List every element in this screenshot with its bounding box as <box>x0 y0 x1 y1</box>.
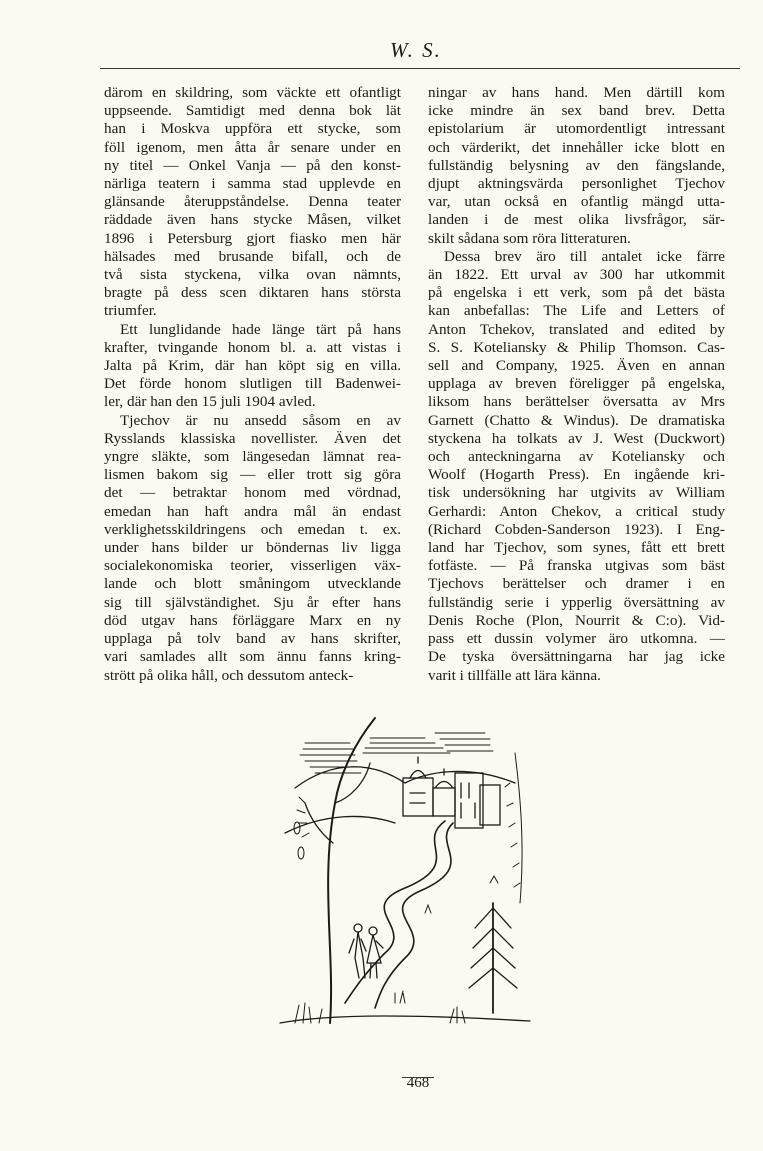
pine-tree <box>469 903 517 1013</box>
tall-tree <box>328 718 375 1023</box>
left-column <box>104 84 401 685</box>
walking-figures <box>349 924 383 978</box>
text-line: lande och blott småningom utvecklande <box>104 575 401 593</box>
text-line: (Richard Cobden-Sanderson 1923). I Eng- <box>428 520 725 538</box>
text-line: uppseende. Samtidigt med denna bok lät <box>104 102 401 120</box>
text-line: icke mindre än sex band brev. Detta <box>428 102 725 120</box>
text-line: triumfer. <box>104 302 157 320</box>
text-line: bragte på dess scen diktaren hans största <box>104 284 401 302</box>
text-line: emedan han haft andra mål än endast <box>104 502 401 520</box>
text-line: fullständig belysning av den fängslande, <box>428 156 725 174</box>
text-line: pass ett dussin volymer äro utkomna. — <box>428 630 725 648</box>
text-line: Dessa brev äro till antalet icke färre <box>444 247 725 265</box>
text-line: De tyska översättningarna har jag icke <box>428 648 725 666</box>
text-line: än 1822. Ett urval av 300 har utkommit <box>428 266 725 284</box>
text-line: Tjechovs berättelser och dramer i en <box>428 575 725 593</box>
text-line: ny titel — Onkel Vanja — på den konst- <box>104 156 401 174</box>
text-line: Ett lunglidande hade länge tärt på hans <box>120 320 401 338</box>
text-line: ler, där han den 15 juli 1904 avled. <box>104 393 316 411</box>
woodcut-landscape-icon <box>275 703 535 1028</box>
text-line: socialekonomiska teorier, visserligen väx- <box>104 557 401 575</box>
text-line: 1896 i Petersburg gjort fiasko men här <box>104 229 401 247</box>
town-buildings <box>403 757 500 828</box>
text-line: närliga teatern i samma stad upplevde en <box>104 175 401 193</box>
text-line: vari samlades allt som ännu fanns kring- <box>104 648 401 666</box>
text-line: under hans bilder ur böndernas liv ligga <box>104 539 401 557</box>
text-line: det — betraktar honom med vördnad, <box>104 484 401 502</box>
text-line: strött på olika håll, och dessutom anteck- <box>104 666 354 684</box>
text-line: och värderikt, det innehåller icke blott en <box>428 138 725 156</box>
text-line: varit i tillfälle att lära känna. <box>428 666 601 684</box>
text-line: sig till självständighet. Sju år efter hans <box>104 593 401 611</box>
text-line: sell and Company, 1925. Även en annan <box>428 357 725 375</box>
running-head: W. S. <box>390 38 442 62</box>
text-line: glänsande återuppståndelse. Denna teater <box>104 193 401 211</box>
text-line: krafter, tvingande honom bl. a. att vistas i <box>104 338 401 356</box>
text-line: ningar av hans hand. Men därtill kom <box>428 84 725 101</box>
text-line: på engelska i ett verk, som på det bästa <box>428 284 725 302</box>
text-line: S. S. Koteliansky & Philip Thomson. Cas- <box>428 338 725 356</box>
text-line: yngre släkte, som längesedan lämnat rea- <box>104 448 401 466</box>
text-line: därom en skildring, som väckte ett ofantligt <box>104 84 401 101</box>
right-column <box>428 84 725 685</box>
text-line: liksom hans berättelser översatta av Mrs <box>428 393 725 411</box>
sky-hatching <box>300 733 493 773</box>
text-line: kan anbefallas: The Life and Letters of <box>428 302 725 320</box>
text-line: land har Tjechov, som synes, fått ett brett <box>428 539 725 557</box>
text-line: epistolarium är utomordentligt intressant <box>428 120 725 138</box>
text-line: fotfäste. — På franska utgivas som bäst <box>428 557 725 575</box>
text-line: Rysslands klassiska novellister. Även det <box>104 429 401 447</box>
text-line: var, utan också en ofantlig mängd utta- <box>428 193 725 211</box>
winding-path <box>345 821 445 1003</box>
text-line: Tjechov är nu ansedd såsom en av <box>120 411 401 429</box>
text-line: och anteckningarna av Koteliansky och <box>428 448 725 466</box>
text-line: verklighetsskildringens och emedan t. ex. <box>104 520 401 538</box>
text-line: Anton Tchekov, translated and edited by <box>428 320 725 338</box>
text-line: Gerhardi: Anton Chekov, a critical study <box>428 502 725 520</box>
text-line: Jalta på Krim, där han köpt sig en villa. <box>104 357 401 375</box>
text-line: upplaga av breven föreligger på engelska, <box>428 375 725 393</box>
text-line: Denis Roche (Plon, Nourrit & C:o). Vid- <box>428 611 725 629</box>
page-number: 468 <box>398 1075 438 1092</box>
text-line: tisk undersökning har utgivits av William <box>428 484 725 502</box>
text-line: landen i de mest olika livsfrågor, sär- <box>428 211 725 229</box>
text-line: räddade även hans stycke Måsen, vilket <box>104 211 401 229</box>
text-line: två sista styckena, vilka ovan nämnts, <box>104 266 401 284</box>
text-line: hälsades med brusande bifall, och de <box>104 247 401 265</box>
text-line: djupt aktningsvärda personlighet Tjechov <box>428 175 725 193</box>
text-line: död utgav hans förläggare Marx en ny <box>104 611 401 629</box>
text-line: lismen bakom sig — eller trott sig göra <box>104 466 401 484</box>
text-line: Woolf (Hogarth Press). En ingående kri- <box>428 466 725 484</box>
header-rule <box>100 68 740 69</box>
text-line: Det förde honom slutligen till Badenwei- <box>104 375 401 393</box>
text-line: han i Moskva uppföra ett stycke, som <box>104 120 401 138</box>
text-line: upplaga på tolv band av hans skrifter, <box>104 630 401 648</box>
text-line: föll igenom, men åtta år senare under en <box>104 138 401 156</box>
text-line: Garnett (Chatto & Windus). De dramatiska <box>428 411 725 429</box>
text-line: skilt sådana som röra litteraturen. <box>428 229 631 247</box>
text-line: styckena ha tolkats av J. West (Duckwort) <box>428 429 725 447</box>
text-line: fullständig serie i ypperlig översättning av <box>428 593 725 611</box>
